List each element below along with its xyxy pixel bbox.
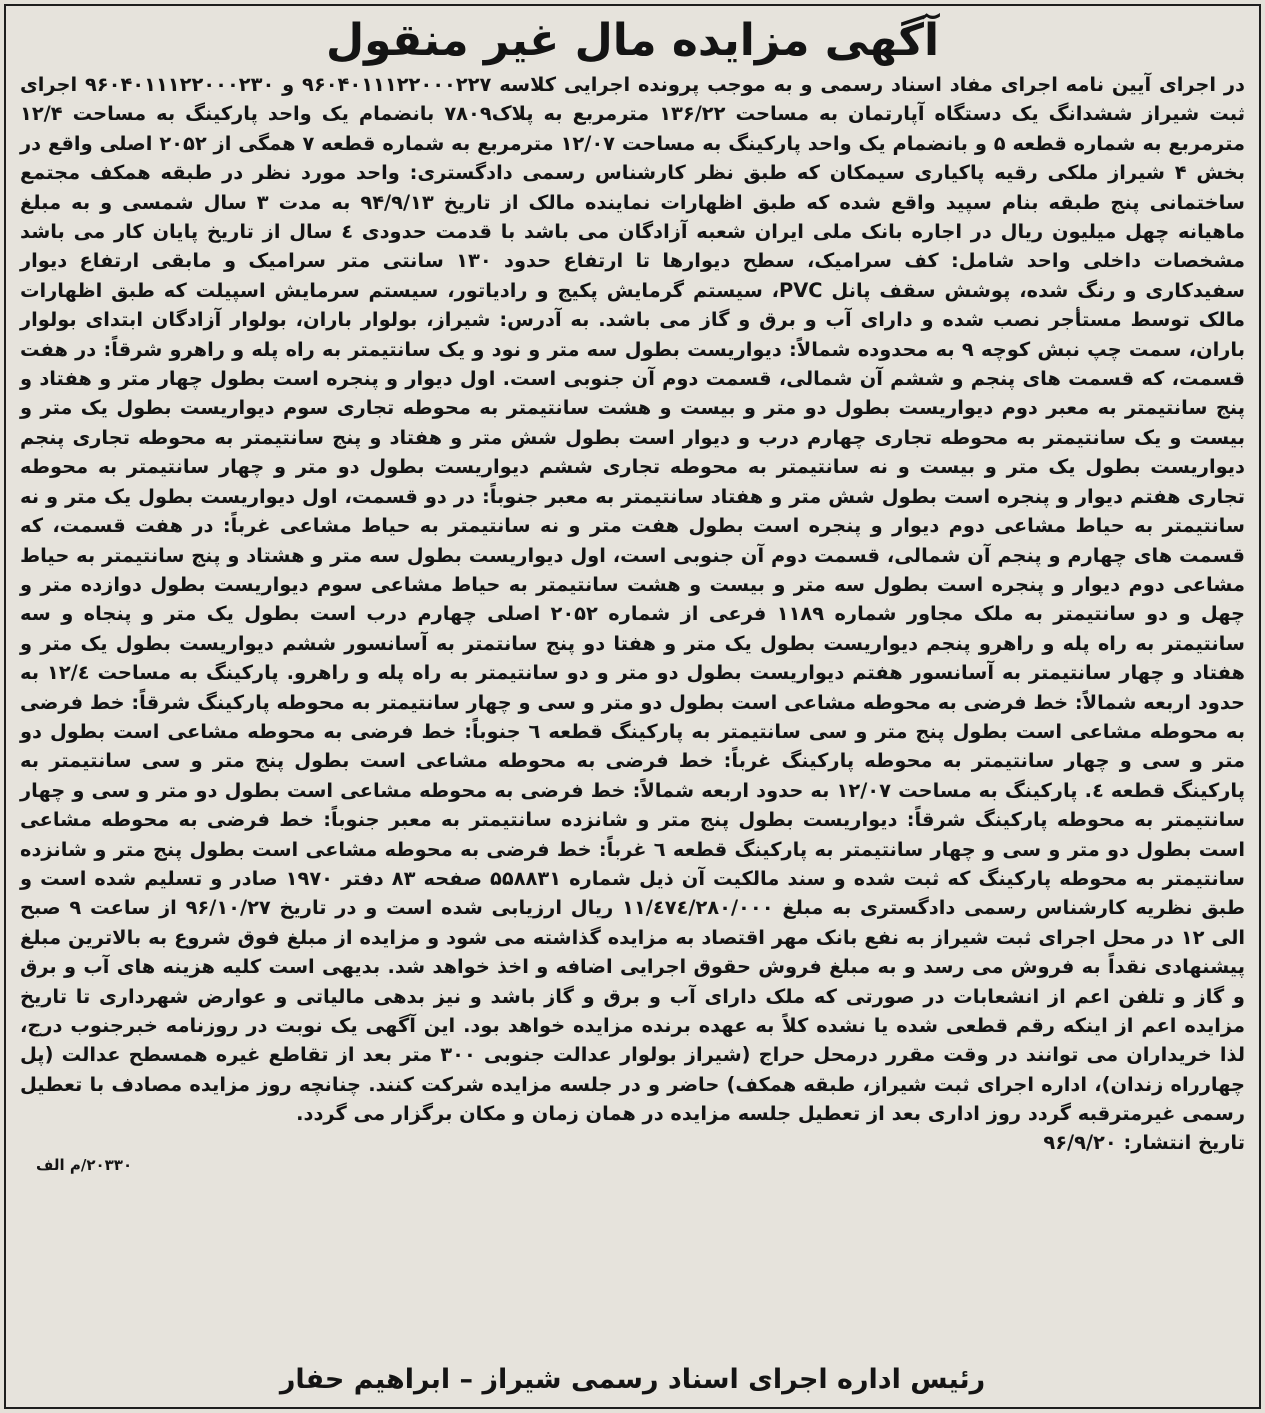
notice-signature: رئیس اداره اجرای اسناد رسمی شیراز – ابراهیم حفار: [279, 1364, 986, 1395]
notice-meta-row: [20, 1129, 1245, 1183]
notice-title: آگهی مزایده مال غیر منقول: [325, 15, 940, 66]
notice-sheet: [4, 4, 1261, 1409]
reference-code: ۲۰۳۳۰/م الف: [36, 1155, 133, 1174]
notice-body: در اجرای آیین نامه اجرای مفاد اسناد رسمی و به موجب پرونده اجرایی کلاسه ۹۶۰۴۰۱۱۱۲۲۰۰۰۲۲۷ و ۹۶۰۴۰۱۱۱۲۲۰۰۰۲۳۰ اجرای ثبت شیراز ششدانگ یک دستگاه آپارتمان به مساحت ۱۳۶/۲۲ مترمربع به پلاک۷۸۰۹ بانضمام یک واحد پارکینگ به مساحت ۱۲/۴ مترمربع به شماره قطعه ۵ و بانضمام یک واحد پارکینگ به مساحت ۱۲/۰۷ مترمربع به شماره قطعه ۷ همگی از ۲۰۵۲ اصلی واقع در بخش ۴ شیراز ملکی رقیه پاکیاری سیمکان که طبق نظر کارشناس رسمی دادگستری: واحد مورد نظر در طبقه همکف مجتمع ساختمانی پنج طبقه بنام سپید واقع شده که طبق اظهارات نماینده مالک از تاریخ ۹۴/۹/۱۳ به مدت ۳ سال شمسی و به مبلغ ماهیانه چهل میلیون ریال در اجاره بانک ملی ایران شعبه آزادگان می باشد با قدمت حدودی ٤ سال از تاریخ پایان کار می باشد مشخصات داخلی واحد شامل: کف سرامیک، سطح دیوارها تا ارتفاع حدود ۱۳۰ سانتی متر سرامیک و مابقی ارتفاع دیوار سفیدکاری و رنگ شده، پوشش سقف پانل PVC، سیستم گرمایش پکیج و رادیاتور، سیستم سرمایش اسپیلت که طبق اظهارات مالک توسط مستأجر نصب شده و دارای آب و برق و گاز می باشد. به آدرس: شیراز، بولوار باران، بولوار آزادگان ابتدای بولوار باران، سمت چپ نبش کوچه ۹ به محدوده شمالاً: دیواریست بطول سه متر و نود و یک سانتیمتر به راه پله و راهرو شرقاً: در هفت قسمت، که قسمت های پنجم و ششم آن شمالی، قسمت دوم آن جنوبی است. اول دیوار و پنجره است بطول چهار متر و هفتاد و پنج سانتیمتر به معبر دوم دیواریست بطول دو متر و بیست و هشت سانتیمتر به محوطه تجاری سوم دیواریست بطول یک متر و بیست و یک سانتیمتر به محوطه تجاری چهارم درب و دیوار است بطول شش متر و هفتاد و پنج سانتیمتر به محوطه تجاری پنجم دیواریست بطول یک متر و بیست و نه سانتیمتر به محوطه تجاری ششم دیواریست بطول دو متر و چهار سانتیمتر به محوطه تجاری هفتم دیوار و پنجره است بطول شش متر و هفتاد سانتیمتر به معبر جنوباً: در دو قسمت، اول دیواریست بطول یک متر و نه سانتیمتر به حیاط مشاعی دوم دیوار و پنجره است بطول هفت متر و نه سانتیمتر به حیاط مشاعی غرباً: در هفت قسمت، که قسمت های چهارم و پنجم آن شمالی، قسمت دوم آن جنوبی است، اول دیواریست بطول سه متر و هشتاد و پنج سانتیمتر به حیاط مشاعی دوم دیوار و پنجره است بطول سه متر و بیست و هشت سانتیمتر به حیاط مشاعی سوم دیواریست بطول دوازده متر و چهل و دو سانتیمتر به ملک مجاور شماره ۱۱۸۹ فرعی از شماره ۲۰۵۲ اصلی چهارم درب است بطول یک متر و پنجاه و سه سانتیمتر به راه پله و راهرو پنجم دیواریست بطول یک متر و هفتا دو پنج سانتمتر به آسانسور ششم دیواریست بطول یک متر و هفتاد و چهار سانتیمتر به آسانسور هفتم دیواریست بطول دو متر و دو سانتیمتر به راه پله و راهرو. پارکینگ به مساحت ۱۲/٤ به حدود اربعه شمالاً: خط فرضی به محوطه مشاعی است بطول دو متر و سی و چهار سانتیمتر به محوطه پارکینگ شرقاً: خط فرضی به محوطه مشاعی است بطول پنج متر و سی سانتیمتر به پارکینگ قطعه ٦ جنوباً: خط فرضی به محوطه مشاعی است بطول دو متر و سی و چهار سانتیمتر به محوطه پارکینگ غرباً: خط فرضی به محوطه مشاعی است بطول پنج متر و سی سانتیمتر به پارکینگ قطعه ٤. پارکینگ به مساحت ۱۲/۰۷ به حدود اربعه شمالاً: خط فرضی به محوطه مشاعی است بطول دو متر و سی و چهار سانتیمتر به محوطه پارکینگ شرقاً: دیواریست بطول پنج متر و شانزده سانتیمتر به معبر جنوباً: خط فرضی به محوطه مشاعی است بطول دو متر و سی و چهار سانتیمتر به پارکینگ قطعه ٦ غرباً: خط فرضی به محوطه مشاعی است بطول پنج متر و شانزده سانتیمتر به محوطه پارکینگ که ثبت شده و سند مالکیت آن ذیل شماره ۵۵۸۸۳۱ صفحه ۸۳ دفتر ۱۹۷۰ صادر و تسلیم شده است و طبق نظریه کارشناس رسمی دادگستری به مبلغ ۱۱/٤۷٤/۲۸۰/۰۰۰ ریال ارزیابی شده است و در تاریخ ۹۶/۱۰/۲۷ از ساعت ۹ صبح الی ۱۲ در محل اجرای ثبت شیراز به نفع بانک مهر اقتصاد به مزایده گذاشته می شود و مزایده از مبلغ فوق شروع به بالاترین مبلغ پیشنهادی نقداً به فروش می رسد و به مبلغ فروش حقوق اجرایی اضافه و اخذ خواهد شد. بدیهی است کلیه هزینه های آب و برق و گاز و تلفن اعم از انشعابات در صورتی که ملک دارای آب و برق و گاز باشد و نیز بدهی مالیاتی و عوارض شهرداری تا تاریخ مزایده اعم از اینکه رقم قطعی شده یا نشده کلاً به عهده برنده مزایده خواهد بود. این آگهی یک نوبت در روزنامه خبرجنوب درج، لذا خریداران می توانند در وقت مقرر درمحل حراج (شیراز بولوار عدالت جنوبی ۳۰۰ متر بعد از تقاطع غیره همسطح عدالت (پل چهارراه زندان)، اداره اجرای ثبت شیراز، طبقه همکف) حاضر و در جلسه مزایده شرکت کنند. چنانچه روز مزایده مصادف با تعطیل رسمی غیرمترقبه گردد روز اداری بعد از تعطیل جلسه مزایده در همان زمان و مکان برگزار می گردد.: [20, 73, 1246, 1126]
publication-date: تاریخ انتشار: ۹۶/۹/۲۰: [1043, 1130, 1245, 1154]
